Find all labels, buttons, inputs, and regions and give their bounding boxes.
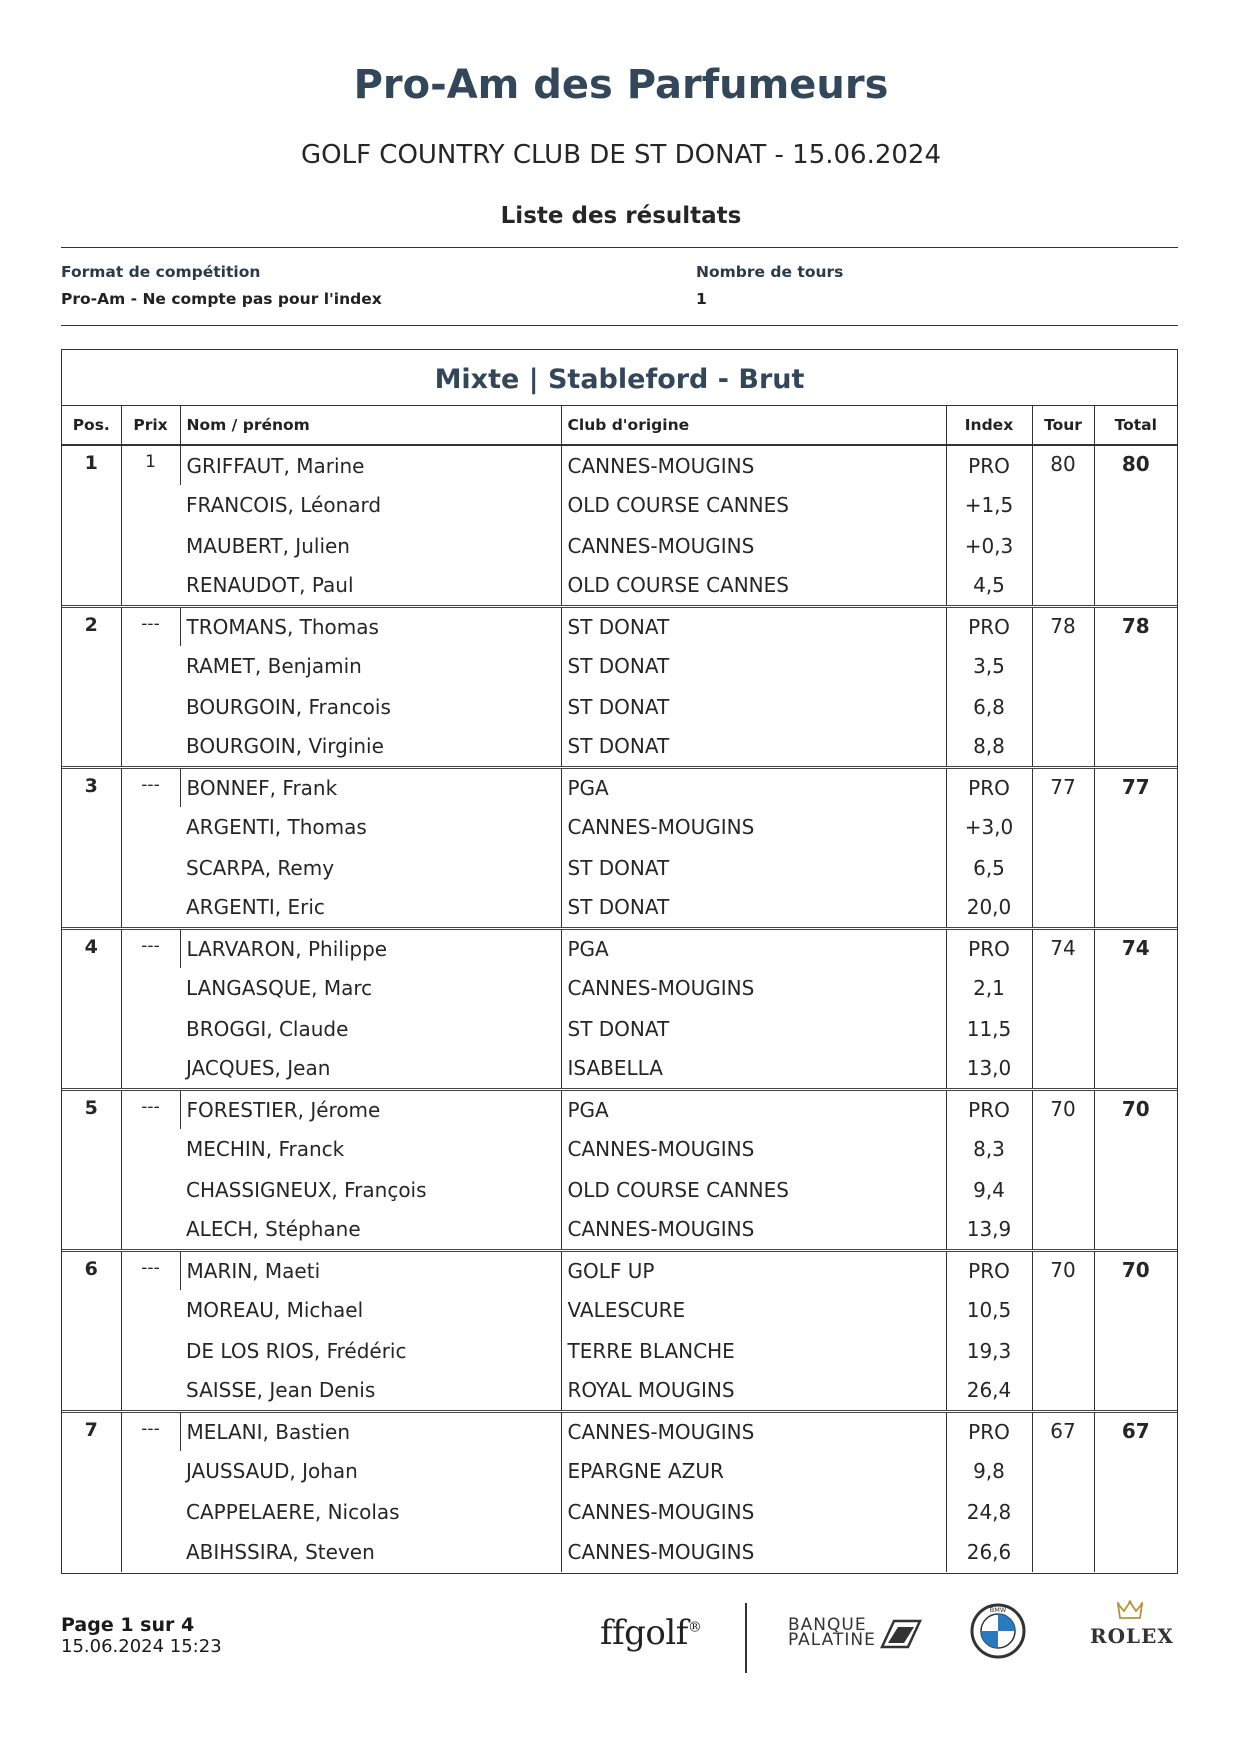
table-row bbox=[62, 767, 1177, 807]
player-name-cell: CHASSIGNEUX, François bbox=[186, 1177, 427, 1202]
player-name-cell: MOREAU, Michael bbox=[186, 1298, 364, 1323]
club-cell: CANNES-MOUGINS bbox=[561, 445, 946, 485]
club-cell: CANNES-MOUGINS bbox=[561, 1532, 946, 1572]
col-header-prix: Prix bbox=[121, 406, 180, 445]
club-cell: VALESCURE bbox=[561, 1290, 946, 1330]
index-cell: 8,8 bbox=[946, 727, 1032, 767]
player-name-cell: SAISSE, Jean Denis bbox=[186, 1378, 376, 1403]
player-name-cell: ALECH, Stéphane bbox=[186, 1217, 361, 1242]
player-name-cell: MELANI, Bastien bbox=[180, 1411, 561, 1451]
table-row bbox=[62, 1371, 1177, 1411]
prize-cell: --- bbox=[121, 767, 180, 928]
club-cell: CANNES-MOUGINS bbox=[561, 968, 946, 1008]
index-cell: 24,8 bbox=[946, 1492, 1032, 1532]
prize-cell: 1 bbox=[121, 445, 180, 606]
index-cell: PRO bbox=[946, 928, 1032, 968]
total-score-cell: 70 bbox=[1094, 1089, 1177, 1250]
table-row bbox=[62, 928, 1177, 968]
index-cell: 6,5 bbox=[946, 848, 1032, 888]
club-cell: ST DONAT bbox=[561, 727, 946, 767]
club-cell: OLD COURSE CANNES bbox=[561, 485, 946, 525]
table-row bbox=[62, 1290, 1177, 1330]
player-name-cell: LARVARON, Philippe bbox=[180, 928, 561, 968]
total-score-cell: 78 bbox=[1094, 606, 1177, 767]
index-cell: PRO bbox=[946, 445, 1032, 485]
sponsor-separator bbox=[745, 1603, 747, 1673]
player-name-cell: ARGENTI, Eric bbox=[186, 895, 325, 920]
col-header-pos: Pos. bbox=[62, 406, 121, 445]
club-cell: ST DONAT bbox=[561, 1009, 946, 1049]
banque-palatine-icon bbox=[880, 1619, 922, 1649]
club-cell: OLD COURSE CANNES bbox=[561, 566, 946, 606]
ffgolf-registered-mark: ® bbox=[687, 1619, 702, 1636]
tour-score-cell: 70 bbox=[1032, 1089, 1094, 1250]
player-name-cell: SCARPA, Remy bbox=[186, 855, 335, 880]
prize-cell: --- bbox=[121, 1250, 180, 1411]
club-cell: CANNES-MOUGINS bbox=[561, 1129, 946, 1169]
table-row bbox=[62, 1250, 1177, 1290]
table-row bbox=[62, 1532, 1177, 1572]
position-cell: 1 bbox=[84, 452, 98, 474]
banque-line2: PALATINE bbox=[788, 1630, 876, 1650]
prize-cell: --- bbox=[121, 606, 180, 767]
index-cell: 3,5 bbox=[946, 646, 1032, 686]
page-number: Page 1 sur 4 bbox=[61, 1614, 195, 1636]
player-name-cell: MARIN, Maeti bbox=[180, 1250, 561, 1290]
player-name-cell: MAUBERT, Julien bbox=[186, 533, 350, 558]
col-header-total: Total bbox=[1094, 406, 1177, 445]
player-name-cell: FRANCOIS, Léonard bbox=[186, 493, 382, 518]
player-name-cell: JACQUES, Jean bbox=[186, 1056, 331, 1081]
rolex-logo bbox=[1090, 1600, 1174, 1648]
banque-line1: BANQUE bbox=[788, 1615, 867, 1635]
table-row bbox=[62, 1170, 1177, 1210]
index-cell: PRO bbox=[946, 1411, 1032, 1451]
club-cell: PGA bbox=[561, 928, 946, 968]
player-name-cell: CAPPELAERE, Nicolas bbox=[186, 1499, 400, 1524]
player-name-cell: ARGENTI, Thomas bbox=[186, 815, 367, 840]
position-cell: 5 bbox=[62, 1089, 121, 1250]
player-name-cell: JAUSSAUD, Johan bbox=[186, 1459, 358, 1484]
club-cell: ST DONAT bbox=[561, 606, 946, 646]
ffgolf-wordmark: ffgolf bbox=[600, 1613, 688, 1653]
prize-cell: --- bbox=[121, 1089, 180, 1250]
index-cell: 9,4 bbox=[946, 1170, 1032, 1210]
player-name-cell: MECHIN, Franck bbox=[186, 1137, 345, 1162]
index-cell: 11,5 bbox=[946, 1009, 1032, 1049]
col-header-name: Nom / prénom bbox=[180, 406, 561, 445]
club-cell: GOLF UP bbox=[561, 1250, 946, 1290]
player-name-cell: RAMET, Benjamin bbox=[186, 654, 362, 679]
index-cell: 19,3 bbox=[946, 1331, 1032, 1371]
index-cell: 20,0 bbox=[946, 888, 1032, 928]
table-row bbox=[62, 888, 1177, 928]
player-name-cell: RENAUDOT, Paul bbox=[186, 573, 354, 598]
tour-score-cell: 78 bbox=[1032, 606, 1094, 767]
index-cell: 6,8 bbox=[946, 687, 1032, 727]
index-cell: +0,3 bbox=[946, 526, 1032, 566]
total-score-cell: 77 bbox=[1094, 767, 1177, 928]
table-row bbox=[62, 526, 1177, 566]
index-cell: 26,4 bbox=[946, 1371, 1032, 1411]
player-name-cell: FORESTIER, Jérome bbox=[180, 1089, 561, 1129]
player-name-cell: LANGASQUE, Marc bbox=[186, 976, 373, 1001]
table-header-row bbox=[62, 406, 1177, 445]
club-cell: EPARGNE AZUR bbox=[561, 1451, 946, 1491]
player-name-cell: BOURGOIN, Francois bbox=[186, 694, 391, 719]
club-cell: ST DONAT bbox=[561, 687, 946, 727]
tour-score-cell: 67 bbox=[1032, 1411, 1094, 1572]
position-cell: 2 bbox=[62, 606, 121, 767]
player-name-cell: DE LOS RIOS, Frédéric bbox=[186, 1338, 407, 1363]
table-row bbox=[62, 1411, 1177, 1451]
index-cell: +3,0 bbox=[946, 807, 1032, 847]
results-table-box bbox=[61, 349, 1178, 1574]
player-name-cell: BOURGOIN, Virginie bbox=[186, 734, 384, 759]
page-title: Pro-Am des Parfumeurs bbox=[353, 62, 889, 108]
index-cell: 13,9 bbox=[946, 1210, 1032, 1250]
position-cell: 6 bbox=[62, 1250, 121, 1411]
table-row bbox=[62, 807, 1177, 847]
index-cell: 10,5 bbox=[946, 1290, 1032, 1330]
table-row bbox=[62, 1009, 1177, 1049]
table-row bbox=[62, 848, 1177, 888]
table-row bbox=[62, 646, 1177, 686]
col-header-tour: Tour bbox=[1032, 406, 1094, 445]
divider-top bbox=[61, 247, 1178, 248]
club-cell: CANNES-MOUGINS bbox=[561, 1411, 946, 1451]
total-score-cell: 70 bbox=[1094, 1250, 1177, 1411]
results-table bbox=[62, 406, 1177, 1572]
club-cell: ST DONAT bbox=[561, 888, 946, 928]
prize-cell: --- bbox=[121, 928, 180, 1089]
player-name-cell: BONNEF, Frank bbox=[180, 767, 561, 807]
index-cell: PRO bbox=[946, 767, 1032, 807]
col-header-club: Club d'origine bbox=[561, 406, 946, 445]
table-row bbox=[62, 606, 1177, 646]
club-cell: ST DONAT bbox=[561, 646, 946, 686]
index-cell: 9,8 bbox=[946, 1451, 1032, 1491]
index-cell: 2,1 bbox=[946, 968, 1032, 1008]
table-row bbox=[62, 1210, 1177, 1250]
total-score-cell: 74 bbox=[1094, 928, 1177, 1089]
index-cell: PRO bbox=[946, 1250, 1032, 1290]
page-subtitle: GOLF COUNTRY CLUB DE ST DONAT - 15.06.2024 bbox=[300, 140, 942, 170]
table-row bbox=[62, 1089, 1177, 1129]
position-cell: 4 bbox=[62, 928, 121, 1089]
divider-bottom bbox=[61, 325, 1178, 326]
club-cell: CANNES-MOUGINS bbox=[561, 807, 946, 847]
player-name-cell: ABIHSSIRA, Steven bbox=[186, 1539, 375, 1564]
table-row bbox=[62, 727, 1177, 767]
table-row bbox=[62, 1129, 1177, 1169]
banque-palatine-logo bbox=[788, 1615, 876, 1650]
player-name-cell: TROMANS, Thomas bbox=[180, 606, 561, 646]
tour-score-cell: 80 bbox=[1032, 445, 1094, 606]
club-cell: CANNES-MOUGINS bbox=[561, 1210, 946, 1250]
club-cell: ST DONAT bbox=[561, 848, 946, 888]
table-title: Mixte | Stableford - Brut bbox=[62, 350, 1177, 406]
table-row bbox=[62, 1049, 1177, 1089]
position-cell: 3 bbox=[62, 767, 121, 928]
tour-score-cell: 70 bbox=[1032, 1250, 1094, 1411]
club-cell: CANNES-MOUGINS bbox=[561, 1492, 946, 1532]
table-row bbox=[62, 1492, 1177, 1532]
club-cell: TERRE BLANCHE bbox=[561, 1331, 946, 1371]
crown-icon bbox=[1117, 1600, 1143, 1620]
club-cell: ROYAL MOUGINS bbox=[561, 1371, 946, 1411]
club-cell: CANNES-MOUGINS bbox=[561, 526, 946, 566]
table-row bbox=[62, 485, 1177, 525]
club-cell: OLD COURSE CANNES bbox=[561, 1170, 946, 1210]
results-body bbox=[62, 445, 1177, 1572]
index-cell: 4,5 bbox=[946, 566, 1032, 606]
index-cell: 13,0 bbox=[946, 1049, 1032, 1089]
tours-label: Nombre de tours bbox=[696, 263, 844, 281]
tour-score-cell: 77 bbox=[1032, 767, 1094, 928]
bmw-letters: BMW bbox=[989, 1606, 1007, 1614]
table-row bbox=[62, 968, 1177, 1008]
prize-cell: --- bbox=[121, 1411, 180, 1572]
total-score-cell: 67 bbox=[1094, 1411, 1177, 1572]
index-cell: 26,6 bbox=[946, 1532, 1032, 1572]
table-row bbox=[62, 1331, 1177, 1371]
index-cell: PRO bbox=[946, 1089, 1032, 1129]
format-label: Format de compétition bbox=[61, 263, 261, 281]
position-cell: 7 bbox=[62, 1411, 121, 1572]
tours-value: 1 bbox=[696, 290, 707, 308]
index-cell: +1,5 bbox=[946, 485, 1032, 525]
table-row bbox=[62, 566, 1177, 606]
ffgolf-logo bbox=[600, 1613, 701, 1653]
player-name-cell: GRIFFAUT, Marine bbox=[180, 445, 561, 485]
table-row bbox=[62, 1451, 1177, 1491]
club-cell: PGA bbox=[561, 1089, 946, 1129]
tour-score-cell: 74 bbox=[1032, 928, 1094, 1089]
table-row bbox=[62, 445, 1177, 485]
club-cell: PGA bbox=[561, 767, 946, 807]
club-cell: ISABELLA bbox=[561, 1049, 946, 1089]
table-row bbox=[62, 687, 1177, 727]
bmw-logo bbox=[970, 1603, 1026, 1659]
section-title: Liste des résultats bbox=[500, 203, 742, 229]
print-datetime: 15.06.2024 15:23 bbox=[61, 1636, 222, 1657]
total-score-cell: 80 bbox=[1094, 445, 1177, 606]
rolex-wordmark: ROLEX bbox=[1090, 1624, 1174, 1648]
col-header-index: Index bbox=[946, 406, 1032, 445]
player-name-cell: BROGGI, Claude bbox=[186, 1016, 349, 1041]
index-cell: 8,3 bbox=[946, 1129, 1032, 1169]
format-value: Pro-Am - Ne compte pas pour l'index bbox=[61, 290, 382, 308]
index-cell: PRO bbox=[946, 606, 1032, 646]
